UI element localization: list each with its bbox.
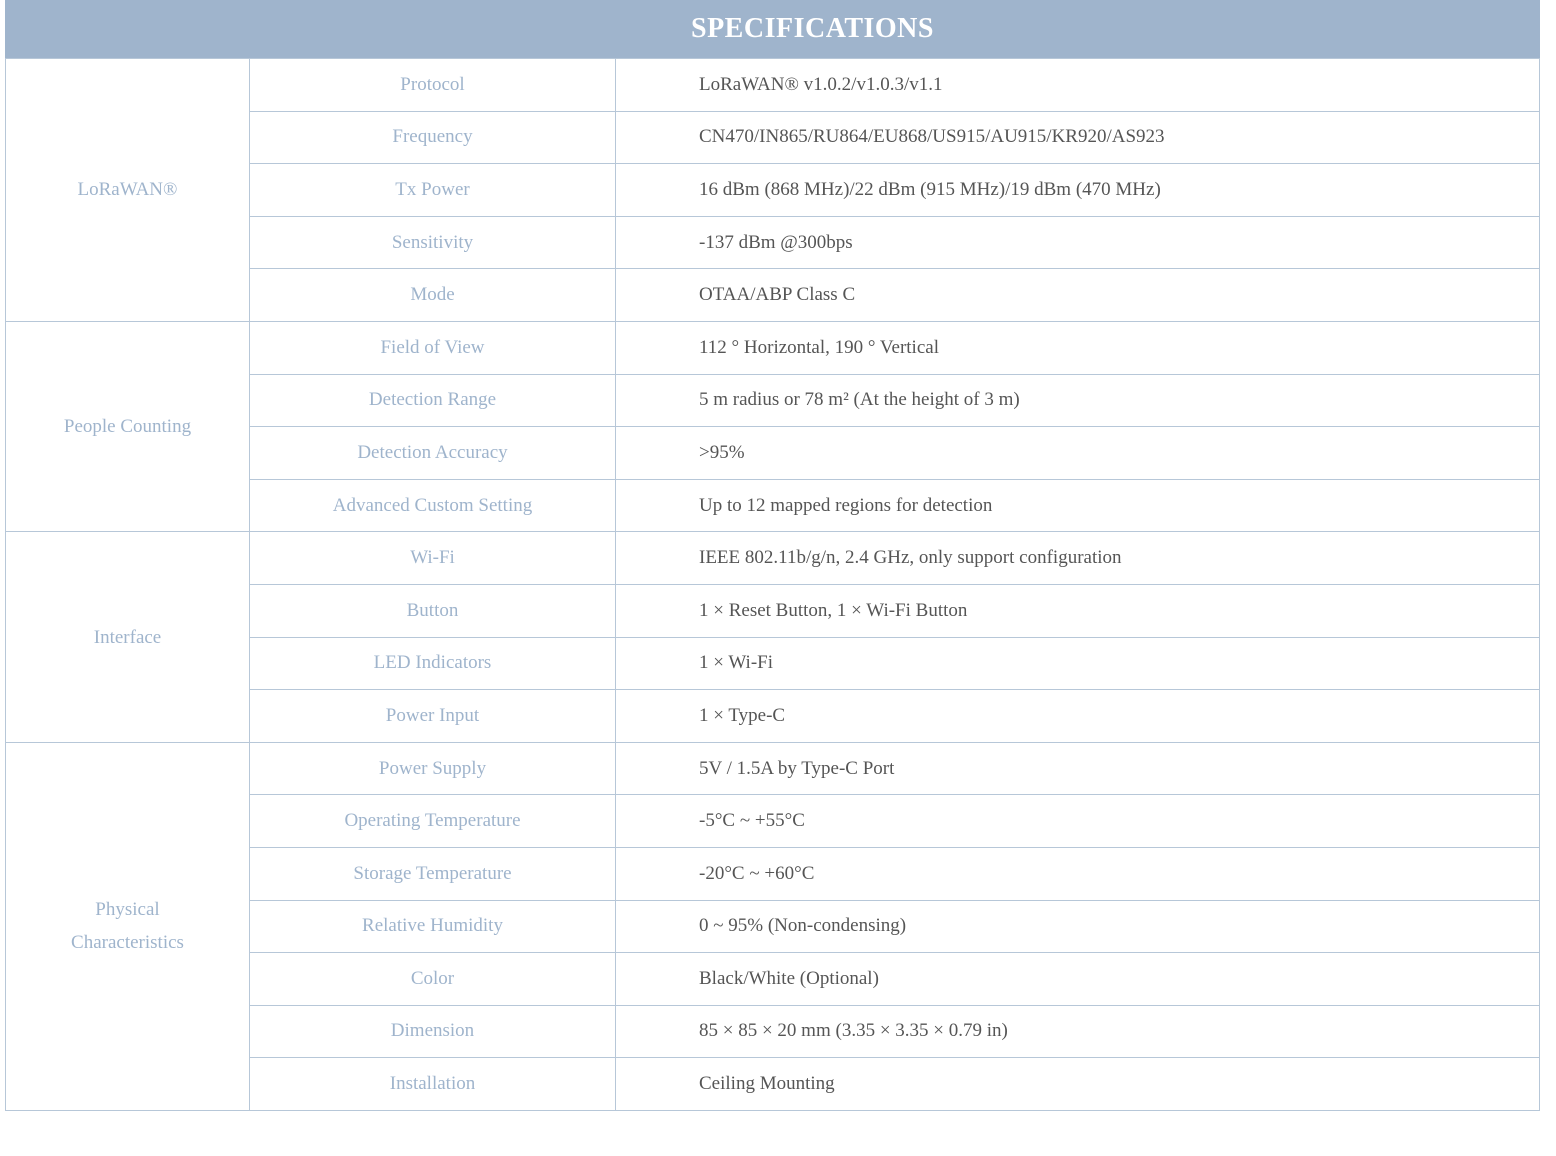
table-row	[6, 321, 1540, 374]
param-label: Wi-Fi	[250, 532, 616, 585]
param-value: -5°C ~ +55°C	[616, 795, 1540, 848]
param-label: Sensitivity	[250, 216, 616, 269]
param-value: 1 × Wi-Fi	[616, 637, 1540, 690]
param-label: Relative Humidity	[250, 900, 616, 953]
param-value: Up to 12 mapped regions for detection	[616, 479, 1540, 532]
param-label: Detection Accuracy	[250, 427, 616, 480]
param-value: OTAA/ABP Class C	[616, 269, 1540, 322]
param-label: Dimension	[250, 1005, 616, 1058]
param-label: Installation	[250, 1058, 616, 1111]
param-label: LED Indicators	[250, 637, 616, 690]
category-physical-characteristics	[6, 742, 250, 1110]
table-row	[6, 59, 1540, 112]
param-value: -137 dBm @300bps	[616, 216, 1540, 269]
param-label: Storage Temperature	[250, 847, 616, 900]
param-label: Advanced Custom Setting	[250, 479, 616, 532]
param-value: Black/White (Optional)	[616, 953, 1540, 1006]
param-value: 1 × Type-C	[616, 690, 1540, 743]
param-label: Detection Range	[250, 374, 616, 427]
param-label: Tx Power	[250, 164, 616, 217]
param-value: -20°C ~ +60°C	[616, 847, 1540, 900]
category-people-counting: People Counting	[6, 321, 250, 531]
param-value: 1 × Reset Button, 1 × Wi-Fi Button	[616, 584, 1540, 637]
specifications-table	[5, 58, 1540, 1111]
param-value: 5V / 1.5A by Type-C Port	[616, 742, 1540, 795]
param-label: Mode	[250, 269, 616, 322]
specifications-title: SPECIFICATIONS	[5, 0, 1540, 58]
category-label: Physical Characteristics	[71, 899, 184, 954]
param-label: Button	[250, 584, 616, 637]
param-value: 0 ~ 95% (Non-condensing)	[616, 900, 1540, 953]
param-value: LoRaWAN® v1.0.2/v1.0.3/v1.1	[616, 59, 1540, 112]
param-label: Power Supply	[250, 742, 616, 795]
table-row	[6, 532, 1540, 585]
param-label: Field of View	[250, 321, 616, 374]
category-lorawan: LoRaWAN®	[6, 59, 250, 322]
param-label: Color	[250, 953, 616, 1006]
param-label: Operating Temperature	[250, 795, 616, 848]
param-value: 112 ° Horizontal, 190 ° Vertical	[616, 321, 1540, 374]
param-value: >95%	[616, 427, 1540, 480]
param-label: Power Input	[250, 690, 616, 743]
param-label: Frequency	[250, 111, 616, 164]
specifications-panel	[5, 0, 1540, 1111]
param-value: Ceiling Mounting	[616, 1058, 1540, 1111]
table-row	[6, 742, 1540, 795]
param-value: 16 dBm (868 MHz)/22 dBm (915 MHz)/19 dBm (470 MHz)	[616, 164, 1540, 217]
param-value: IEEE 802.11b/g/n, 2.4 GHz, only support configuration	[616, 532, 1540, 585]
category-interface: Interface	[6, 532, 250, 742]
param-value: 5 m radius or 78 m² (At the height of 3 m)	[616, 374, 1540, 427]
param-label: Protocol	[250, 59, 616, 112]
param-value: CN470/IN865/RU864/EU868/US915/AU915/KR920/AS923	[616, 111, 1540, 164]
param-value: 85 × 85 × 20 mm (3.35 × 3.35 × 0.79 in)	[616, 1005, 1540, 1058]
